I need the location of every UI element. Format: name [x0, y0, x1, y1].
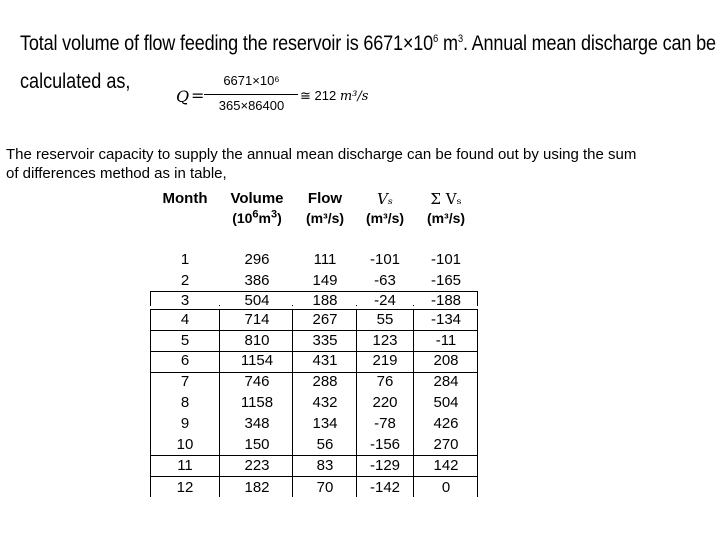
cell-vs: -78	[374, 415, 396, 432]
result-unit: m³/s	[339, 89, 369, 104]
unit-m: m	[438, 32, 458, 55]
cell-vs: -24	[374, 292, 396, 305]
cell-month: 12	[176, 479, 194, 496]
cell-vs: -156	[369, 436, 401, 453]
fraction-bar	[204, 94, 298, 95]
cell-sum-vs: 0	[441, 479, 451, 496]
cell-vs: 76	[376, 373, 394, 390]
cell-volume: 348	[244, 415, 270, 432]
table-border-right	[477, 291, 478, 497]
row-separator	[150, 309, 478, 310]
formula-result	[300, 88, 368, 104]
cell-month: 6	[180, 352, 190, 369]
cell-month: 9	[180, 415, 190, 432]
cell-volume: 296	[244, 251, 270, 268]
cell-month: 1	[180, 251, 190, 268]
header-flow: Flow	[307, 190, 343, 207]
cell-vs: -63	[374, 272, 396, 289]
intro-line-1-text: Total volume of flow feeding the reservoir is 6671×10	[20, 32, 434, 55]
cell-month: 2	[180, 272, 190, 289]
volume-unit-cubed: 3	[271, 208, 278, 221]
cell-vs: -129	[369, 457, 401, 474]
cell-sum-vs: 504	[433, 394, 459, 411]
header-vs-unit: (m³/s)	[365, 210, 405, 226]
volume-unit-exp: 6	[252, 208, 259, 221]
row-separator	[150, 330, 478, 331]
column-divider	[219, 305, 220, 497]
approx-equal-sign: ≅	[300, 88, 311, 103]
cell-flow: 188	[312, 292, 338, 305]
intro-line-1	[20, 32, 716, 56]
column-divider	[292, 305, 293, 497]
header-volume-unit	[222, 210, 292, 226]
volume-unit-base: (10	[232, 210, 253, 226]
cell-vs: 123	[372, 332, 398, 349]
cell-sum-vs: -165	[430, 272, 462, 289]
column-divider	[356, 305, 357, 497]
header-flow-unit: (m³/s)	[305, 210, 345, 226]
cell-sum-vs: 208	[433, 352, 459, 369]
exponent-cubed: 3	[457, 33, 463, 45]
cell-volume: 1154	[240, 352, 274, 369]
cell-month: 5	[180, 332, 190, 349]
cell-flow: 56	[316, 436, 334, 453]
cell-month: 10	[176, 436, 194, 453]
result-value: 212	[314, 88, 337, 103]
cell-vs: 219	[372, 352, 398, 369]
cell-sum-vs: 284	[433, 373, 459, 390]
cell-volume: 746	[244, 373, 270, 390]
paragraph-line-2: of differences method as in table,	[6, 165, 227, 182]
header-vs: Vₛ	[377, 190, 393, 208]
cell-flow: 70	[316, 479, 334, 496]
table-border-left	[150, 291, 151, 497]
cell-volume: 150	[244, 436, 270, 453]
formula-denominator: 365×86400	[218, 98, 285, 113]
cell-sum-vs: -188	[430, 292, 462, 305]
cell-sum-vs: -134	[430, 311, 462, 328]
formula-lhs: Q	[176, 87, 190, 106]
paragraph-line-1: The reservoir capacity to supply the annual mean discharge can be found out by using the sum	[6, 146, 637, 163]
exponent: 6	[433, 33, 439, 45]
cell-volume: 1158	[240, 394, 274, 411]
formula-numerator: 6671×10⁶	[223, 73, 280, 88]
cell-volume: 182	[244, 479, 270, 496]
cell-flow: 134	[312, 415, 338, 432]
intro-line-1-end: . Annual mean discharge can be	[462, 32, 716, 55]
cell-volume: 504	[244, 292, 270, 305]
cell-volume: 386	[244, 272, 270, 289]
cell-month: 7	[180, 373, 190, 390]
cell-sum-vs: 270	[433, 436, 459, 453]
cell-volume: 810	[244, 332, 270, 349]
header-sum-vs-unit: (m³/s)	[426, 210, 466, 226]
cell-month: 3	[180, 292, 190, 305]
cell-vs: -101	[369, 251, 401, 268]
cell-month: 4	[180, 311, 190, 328]
cell-flow: 431	[312, 352, 338, 369]
cell-sum-vs: -11	[435, 332, 457, 349]
column-divider	[413, 305, 414, 497]
cell-vs: -142	[369, 479, 401, 496]
row-separator	[150, 476, 478, 477]
cell-flow: 335	[312, 332, 338, 349]
formula-equals: =	[191, 86, 205, 105]
cell-flow: 267	[312, 311, 338, 328]
cell-flow: 83	[316, 457, 334, 474]
volume-unit-m: m	[258, 210, 271, 226]
cell-volume: 223	[244, 457, 270, 474]
cell-flow: 111	[313, 251, 337, 268]
cell-sum-vs: -101	[430, 251, 462, 268]
cell-sum-vs: 426	[433, 415, 459, 432]
cell-flow: 288	[312, 373, 338, 390]
cell-volume: 714	[244, 311, 270, 328]
cell-vs: 220	[372, 394, 398, 411]
row-separator	[150, 455, 478, 456]
header-volume: Volume	[230, 190, 284, 207]
intro-line-2: calculated as,	[20, 70, 131, 93]
cell-month: 11	[177, 457, 193, 474]
cell-month: 8	[180, 394, 190, 411]
volume-unit-close: )	[277, 210, 282, 226]
cell-sum-vs: 142	[433, 457, 459, 474]
cell-flow: 432	[312, 394, 338, 411]
header-sum-vs: Σ Vₛ	[430, 190, 462, 208]
cell-flow: 149	[312, 272, 338, 289]
header-month: Month	[162, 190, 208, 207]
cell-vs: 55	[376, 311, 394, 328]
